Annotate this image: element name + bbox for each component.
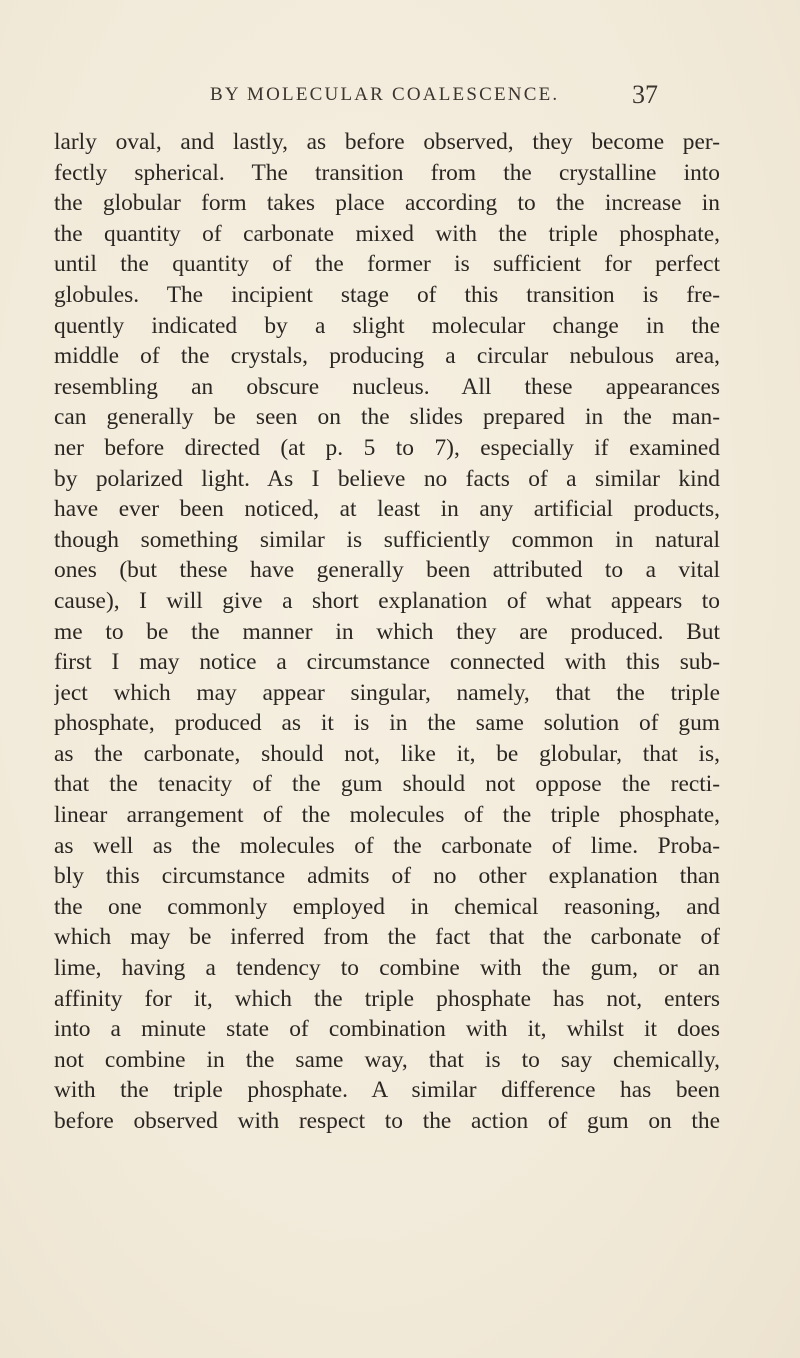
running-title: BY MOLECULAR COALESCENCE. — [210, 84, 560, 105]
running-head — [0, 80, 800, 114]
text-line: quently indicated by a slight molecular change in the — [54, 312, 720, 339]
text-line: lime, having a tendency to combine with the gum, or an — [54, 955, 720, 982]
text-line: first I may notice a circumstance connected with this sub- — [54, 649, 720, 676]
text-line: middle of the crystals, producing a circular nebulous area, — [54, 343, 720, 370]
text-line: until the quantity of the former is sufficient for perfect — [54, 251, 720, 278]
text-line: not combine in the same way, that is to say chemically, — [54, 1046, 720, 1073]
text-line: fectly spherical. The transition from the crystalline into — [54, 159, 720, 186]
text-line: that the tenacity of the gum should not oppose the recti- — [54, 771, 720, 798]
text-line: ones (but these have generally been attributed to a vital — [54, 557, 720, 584]
text-line: by polarized light. As I believe no facts of a similar kind — [54, 465, 720, 492]
text-line: into a minute state of combination with it, whilst it does — [54, 1016, 720, 1043]
text-line: which may be inferred from the fact that the carbonate of — [54, 924, 720, 951]
text-line: phosphate, produced as it is in the same solution of gum — [54, 710, 720, 737]
text-line: the globular form takes place according to the increase in — [54, 190, 720, 217]
text-line: larly oval, and lastly, as before observed, they become per- — [54, 129, 720, 155]
text-line: affinity for it, which the triple phosphate has not, enters — [54, 985, 720, 1012]
text-line: cause), I will give a short explanation of what appears to — [54, 587, 720, 614]
text-line: resembling an obscure nucleus. All these appearances — [54, 373, 720, 400]
text-line: can generally be seen on the slides prepared in the man- — [54, 404, 720, 431]
text-line: the one commonly employed in chemical reasoning, and — [54, 893, 720, 920]
text-line: bly this circumstance admits of no other explanation than — [54, 863, 720, 890]
text-line: though something similar is sufficiently common in natural — [54, 526, 720, 553]
text-line: as the carbonate, should not, like it, be globular, that is, — [54, 740, 720, 767]
text-line: me to be the manner in which they are produced. But — [54, 618, 720, 645]
page-number: 37 — [632, 80, 658, 109]
text-line: ject which may appear singular, namely, that the triple — [54, 679, 720, 706]
text-line: the quantity of carbonate mixed with the triple phosphate, — [54, 220, 720, 247]
text-line: ner before directed (at p. 5 to 7), especially if examined — [54, 434, 720, 461]
text-line: linear arrangement of the molecules of the triple phosphate, — [54, 802, 720, 829]
text-line: with the triple phosphate. A similar difference has been — [54, 1077, 720, 1104]
text-line: before observed with respect to the action of gum on the — [54, 1108, 720, 1134]
text-line: globules. The incipient stage of this transition is fre- — [54, 281, 720, 308]
text-line: as well as the molecules of the carbonate of lime. Proba- — [54, 832, 720, 859]
text-line: have ever been noticed, at least in any artificial products, — [54, 496, 720, 523]
body-text — [54, 127, 720, 1137]
